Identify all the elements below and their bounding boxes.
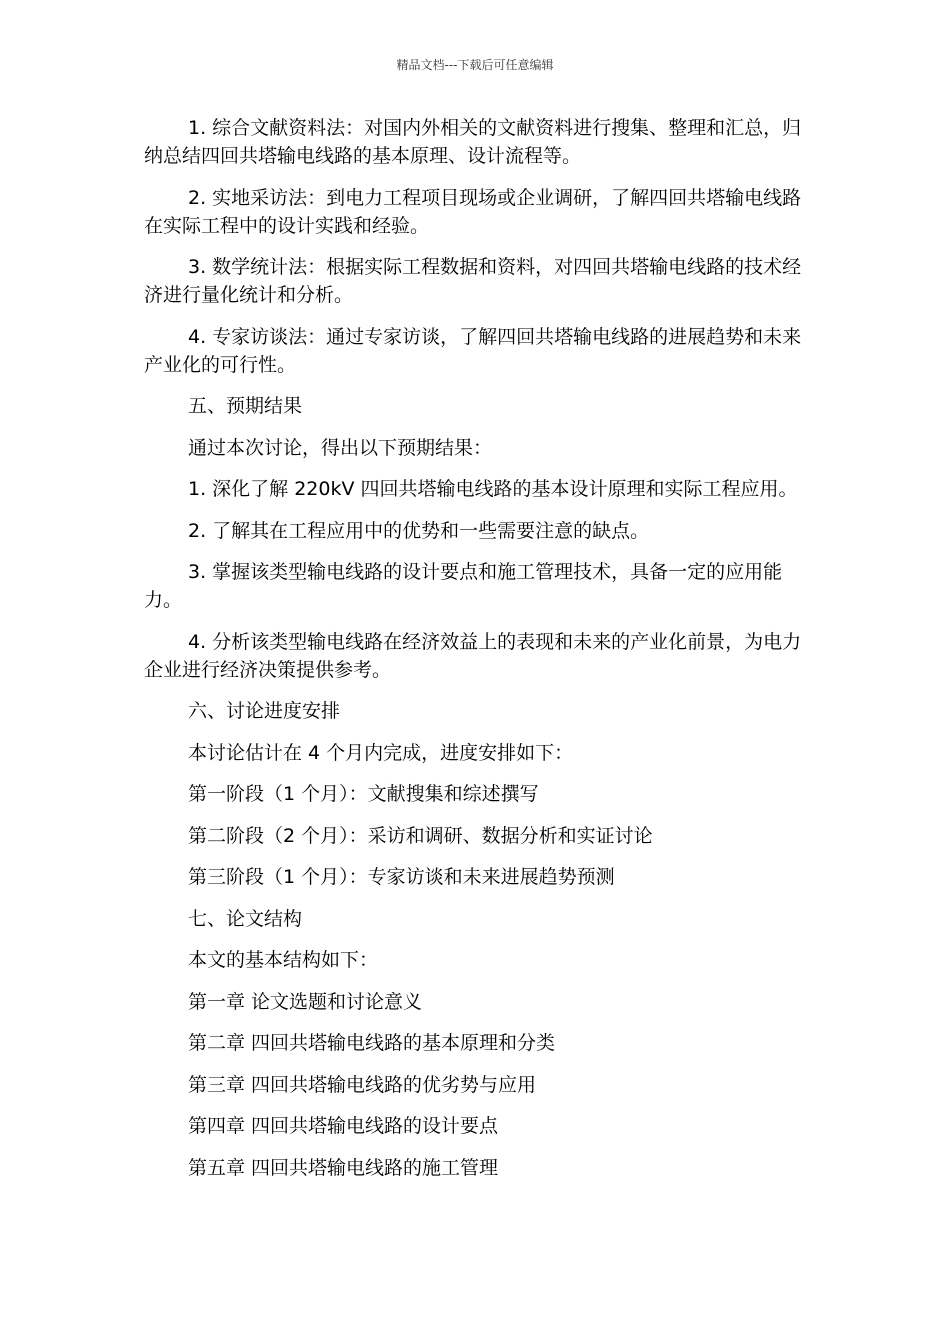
expected-results-intro: 通过本次讨论，得出以下预期结果： [188,436,493,459]
expected-result-2: 2. 了解其在工程应用中的优势和一些需要注意的缺点。 [188,519,650,542]
page-header: 精品文档---下载后可任意编辑 [396,58,554,72]
schedule-phase-2: 第二阶段（2 个月）：采访和调研、数据分析和实证讨论 [188,824,653,847]
chapter-4: 第四章 四回共塔输电线路的设计要点 [188,1115,499,1137]
section-heading-schedule: 六、讨论进度安排 [188,700,341,722]
structure-intro: 本文的基本结构如下： [188,949,379,971]
method-item-3: 3. 数学统计法：根据实际工程数据和资料，对四回共塔输电线路的技术经济进行量化统计和分析。 [144,256,802,306]
chapter-1: 第一章 论文选题和讨论意义 [188,990,423,1013]
method-item-4: 4. 专家访谈法：通过专家访谈，了解四回共塔输电线路的进展趋势和未来产业化的可行性。 [144,325,802,376]
method-item-1: 1. 综合文献资料法：对国内外相关的文献资料进行搜集、整理和汇总，归纳总结四回共塔输电线路的基本原理、设计流程等。 [144,117,802,167]
section-heading-expected-results: 五、预期结果 [188,395,303,417]
document-body [144,114,806,1195]
expected-result-4: 4. 分析该类型输电线路在经济效益上的表现和未来的产业化前景，为电力企业进行经济决策提供参考。 [144,630,802,681]
schedule-phase-3: 第三阶段（1 个月）：专家访谈和未来进展趋势预测 [188,866,615,888]
schedule-phase-1: 第一阶段（1 个月）：文献搜集和综述撰写 [188,783,539,805]
chapter-2: 第二章 四回共塔输电线路的基本原理和分类 [188,1032,556,1054]
schedule-intro: 本讨论估计在 4 个月内完成，进度安排如下： [188,741,574,764]
expected-result-3: 3. 掌握该类型输电线路的设计要点和施工管理技术，具备一定的应用能力。 [144,561,783,611]
chapter-3: 第三章 四回共塔输电线路的优劣势与应用 [188,1073,537,1096]
expected-result-1: 1. 深化了解 220kV 四回共塔输电线路的基本设计原理和实际工程应用。 [188,478,798,500]
chapter-5: 第五章 四回共塔输电线路的施工管理 [188,1156,499,1179]
method-item-2: 2. 实地采访法：到电力工程项目现场或企业调研，了解四回共塔输电线路在实际工程中的设计实践和经验。 [144,186,802,237]
section-heading-structure: 七、论文结构 [188,907,303,930]
